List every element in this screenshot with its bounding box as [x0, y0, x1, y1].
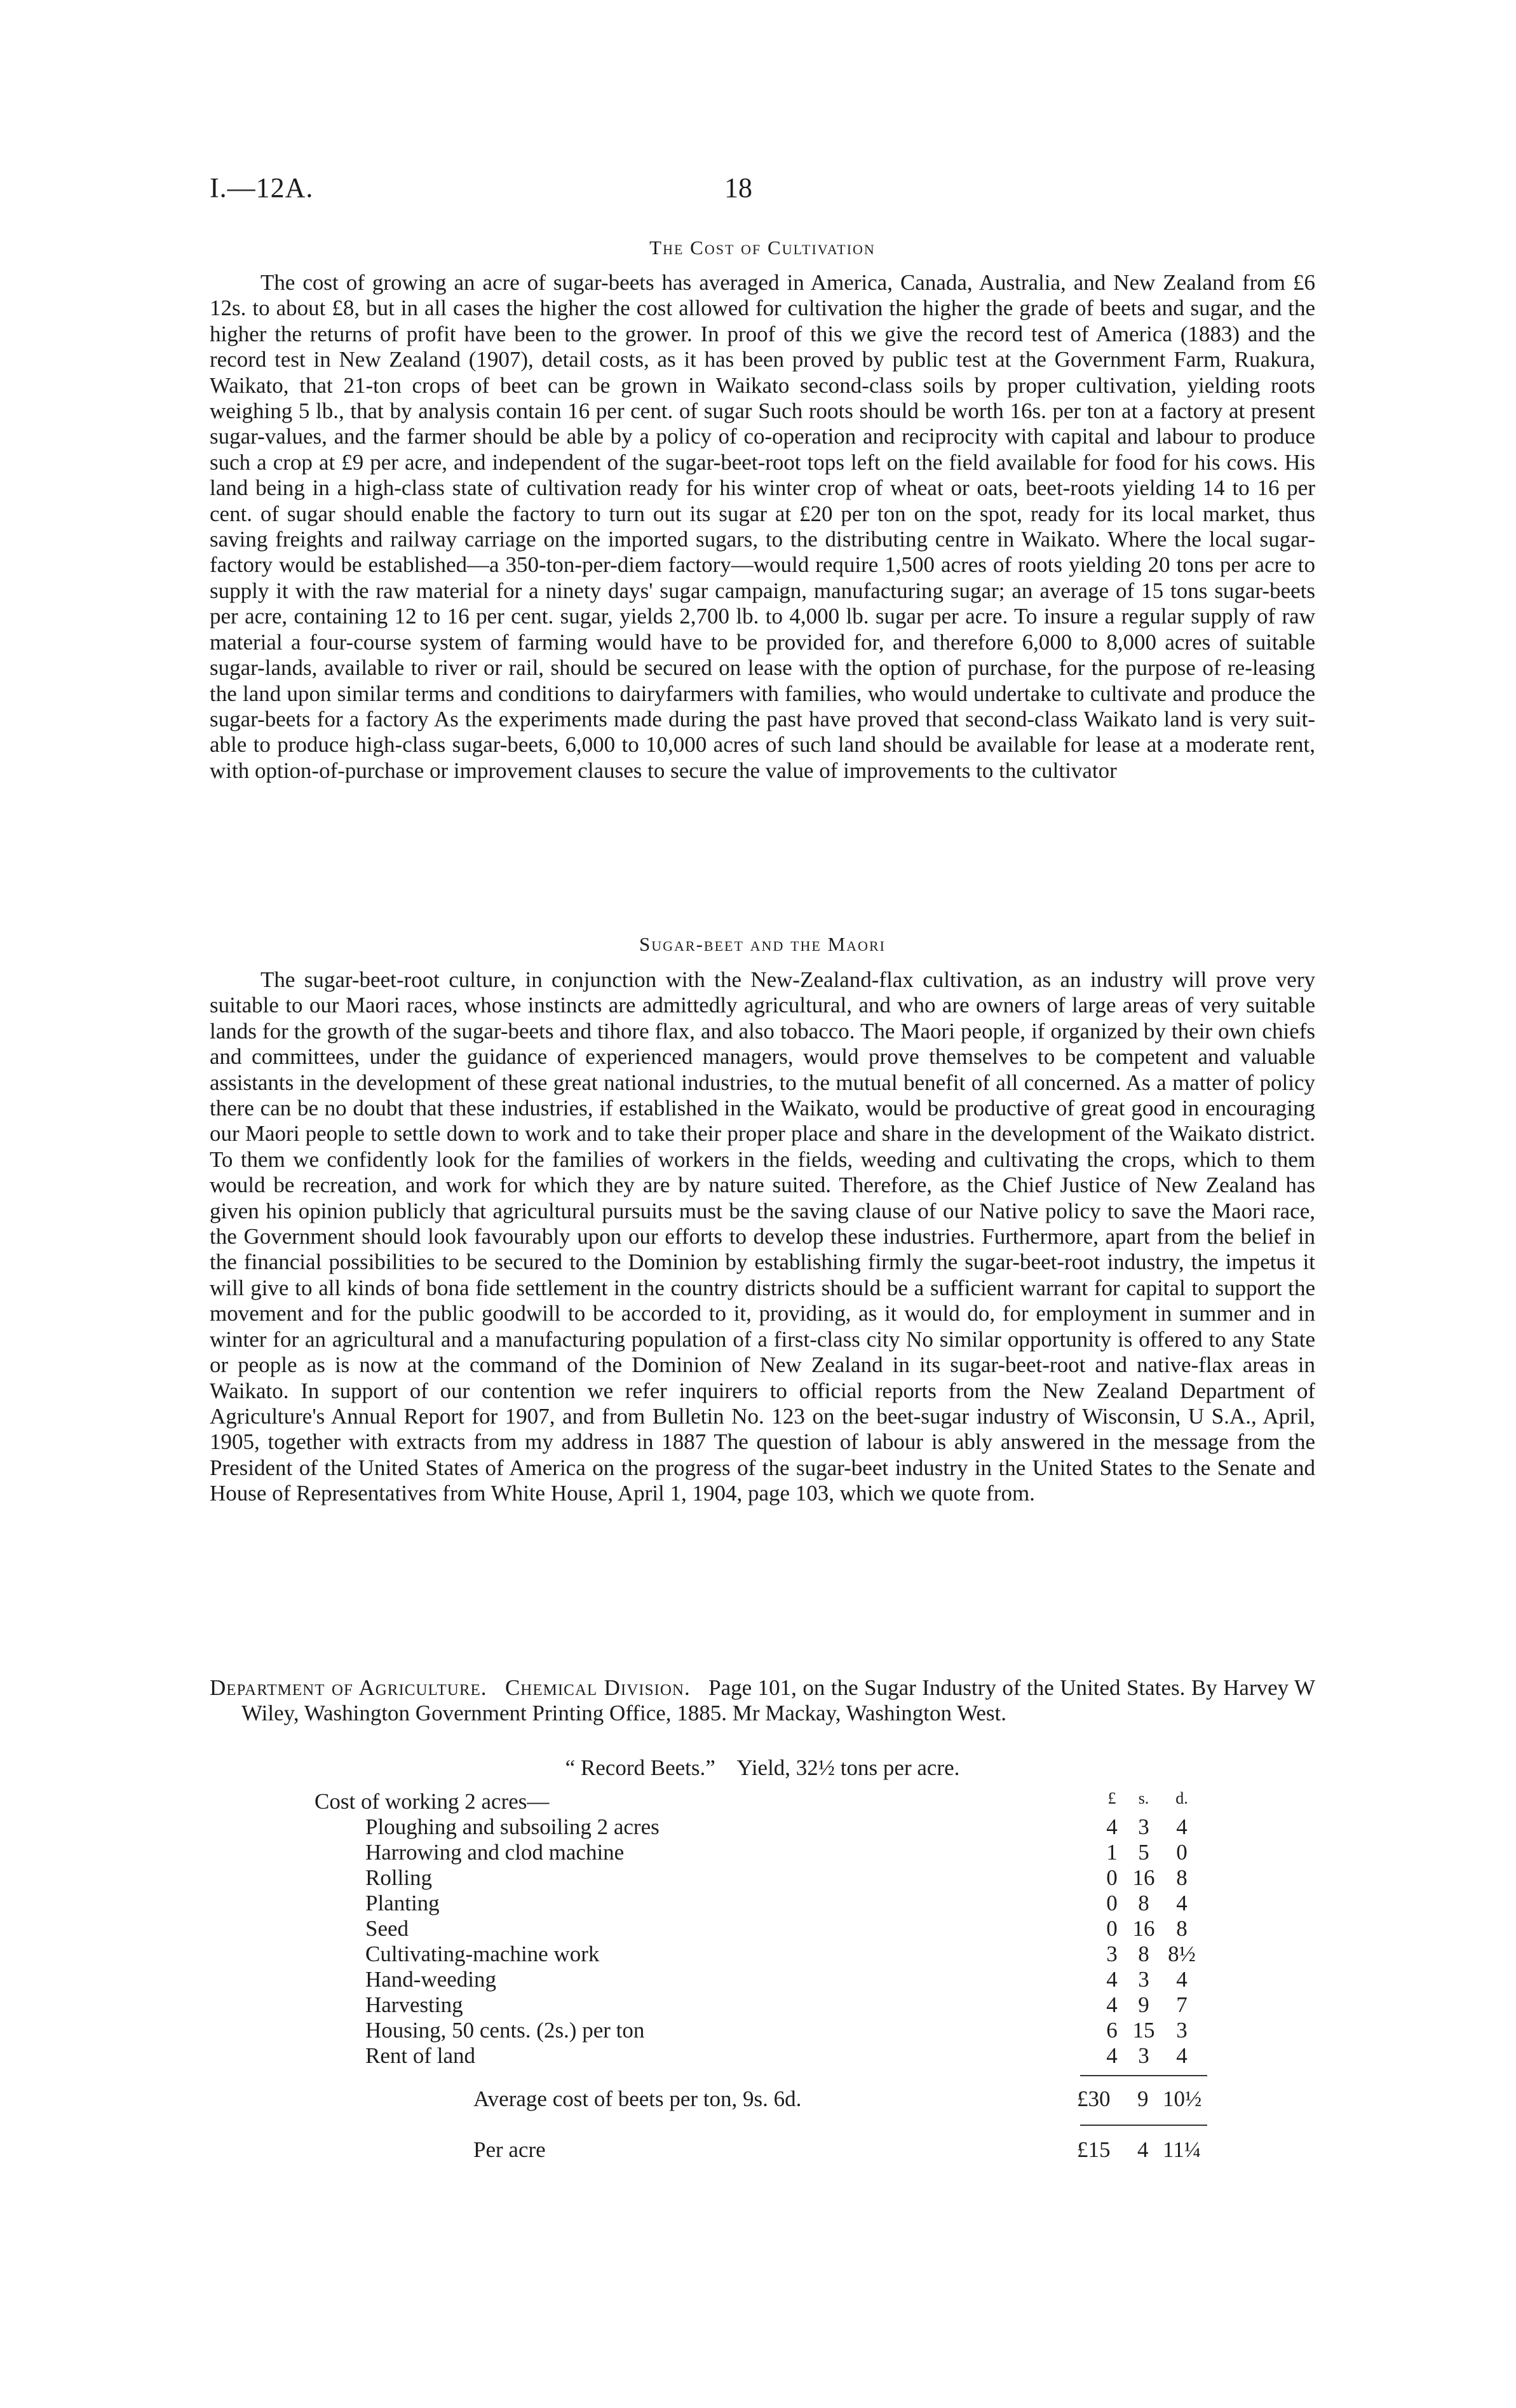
table-row — [210, 1967, 1315, 1992]
item-label: Harrowing and clod machine — [365, 1840, 625, 1865]
total-row — [210, 2086, 1315, 2112]
citation-text: Page 101, on the Sugar Industry of the United States. By Harvey W Wiley, Washington Government Printing Office, 1885. Mr Mackay, Washington West. — [241, 1675, 1316, 1725]
table-row — [210, 1942, 1315, 1967]
shillings-value: 16 — [1132, 1865, 1155, 1890]
item-label: Ploughing and subsoiling 2 acres — [365, 1814, 660, 1839]
item-label: Harvesting — [365, 1992, 463, 2017]
total-label: Average cost of beets per ton, 9s. 6d. — [473, 2086, 802, 2111]
pounds-value: 4 — [1106, 2043, 1118, 2068]
section-title-cost-of-cultivation: The Cost of Cultivation — [649, 236, 876, 259]
table-row — [210, 1840, 1315, 1865]
table-row — [210, 1865, 1315, 1891]
shillings-value: 9 — [1138, 1992, 1149, 2017]
pence-value: 8½ — [1168, 1942, 1196, 1966]
pence-header: d. — [1175, 1789, 1188, 1807]
cost-table — [210, 1789, 1315, 2170]
section-body-sugar-beet-and-maori — [210, 967, 1315, 1507]
shillings-value: 5 — [1138, 1840, 1149, 1865]
pence-value: 8 — [1176, 1865, 1188, 1890]
pence-value: 4 — [1176, 1814, 1188, 1839]
record-yield: Yield, 32½ tons per acre. — [736, 1755, 960, 1780]
record-beets-heading — [210, 1755, 1315, 1781]
shillings-value: 8 — [1138, 1891, 1149, 1915]
shillings-header: s. — [1138, 1789, 1149, 1807]
pounds-value: 4 — [1106, 1967, 1118, 1992]
per-acre-label: Per acre — [473, 2137, 546, 2162]
total-rule — [1080, 2075, 1207, 2076]
per-acre-row — [210, 2137, 1315, 2163]
item-label: Cultivating-machine work — [365, 1942, 600, 1966]
pence-value: 8 — [1176, 1916, 1188, 1941]
department-citation — [210, 1675, 1315, 1726]
per-acre-pounds: £15 — [1077, 2137, 1111, 2162]
section-title-sugar-beet-and-maori: Sugar-beet and the Maori — [639, 933, 886, 955]
item-label: Planting — [365, 1891, 440, 1915]
pounds-value: 0 — [1106, 1891, 1118, 1915]
record-title: “ Record Beets.” — [565, 1755, 715, 1780]
total-pounds: £30 — [1077, 2086, 1111, 2111]
pence-value: 4 — [1176, 2043, 1188, 2068]
item-label: Hand-weeding — [365, 1967, 497, 1992]
pounds-value: 0 — [1106, 1865, 1118, 1890]
pence-value: 4 — [1176, 1967, 1188, 1992]
item-label: Rolling — [365, 1865, 433, 1890]
per-acre-pence: 11¼ — [1163, 2137, 1201, 2162]
shillings-value: 3 — [1138, 1967, 1149, 1992]
pence-value: 0 — [1176, 1840, 1188, 1865]
table-row — [210, 1891, 1315, 1916]
department-name: Department of Agriculture. — [210, 1675, 487, 1700]
item-label: Rent of land — [365, 2043, 476, 2068]
table-row — [210, 1814, 1315, 1840]
pounds-value: 4 — [1106, 1814, 1118, 1839]
pounds-value: 4 — [1106, 1992, 1118, 2017]
item-label: Seed — [365, 1916, 409, 1941]
section-body-cost-of-cultivation — [210, 270, 1315, 784]
document-reference: I.—12A. — [210, 172, 314, 203]
pounds-value: 3 — [1106, 1942, 1118, 1966]
division-name: Chemical Division. — [504, 1675, 691, 1700]
pence-value: 3 — [1176, 2018, 1188, 2043]
pounds-value: 6 — [1106, 2018, 1118, 2043]
table-row — [210, 2043, 1315, 2069]
shillings-value: 3 — [1138, 2043, 1149, 2068]
shillings-value: 16 — [1132, 1916, 1155, 1941]
total-pence: 10½ — [1163, 2086, 1202, 2111]
shillings-value: 15 — [1132, 2018, 1155, 2043]
pounds-value: 1 — [1106, 1840, 1118, 1865]
shillings-value: 8 — [1138, 1942, 1149, 1966]
paragraph: The cost of growing an acre of sugar-beets has averaged in America, Canada, Australia, and New Zealand from £6 12s. to about £8, but in all cases the higher the cost allowed for cultivation the higher the grade of beets and sugar, and the higher the returns of profit have been to the grower. In proof of this we give the record test of America (1883) and the record test in New Zealand (1907), detail costs, as it has been proved by public test at the Government Farm, Ruakura, Waikato, that 21-ton crops of beet can be grown in Waikato second-class soils by proper cultivation, yielding roots weighing 5 lb., that by analysis contain 16 per cent. of sugar Such roots should be worth 16s. per ton at a factory at present sugar-values, and the farmer should be able by a policy of co-operation and reciprocity with capital and labour to produce such a crop at £9 per acre, and independent of the sugar-beet-root tops left on the field available for food for his cows. His land being in a high-class state of cultivation ready for his winter crop of wheat or oats, beet-roots yielding 14 to 16 per cent. of sugar should enable the factory to turn out its sugar at £20 per ton on the spot, ready for its local market, thus saving freights and railway carriage on the imported sugars, to the distributing centre in Waikato. Where the local sugarfactory would be established—a 350-ton-per-diem factory—would require 1,500 acres of roots yielding 20 tons per acre to supply it with the raw material for a ninety days' sugar campaign, manufacturing sugar; an average of 15 tons sugar-beets per acre, containing 12 to 16 per cent. sugar, yields 2,700 lb. to 4,000 lb. sugar per acre. To insure a regular supply of raw material a four-course system of farming would have to be provided for, and therefore 6,000 to 8,000 acres of suitable sugar-lands, available to river or rail, should be secured on lease with the option of purchase, for the purpose of re-leasing the land upon similar terms and conditions to dairyfarmers with families, who would undertake to cultivate and produce the sugar-beets for a factory As the experiments made during the past have proved that second-class Waikato land is very suitable to produce high-class sugar-beets, 6,000 to 10,000 acres of such land should be available for lease at a moderate rent, with option-of-purchase or improvement clauses to secure the value of improvements to the cultivator — [210, 270, 1315, 783]
per-acre-shillings: 4 — [1137, 2137, 1149, 2162]
cost-table-heading: Cost of working 2 acres— — [315, 1789, 550, 1814]
pence-value: 7 — [1176, 1992, 1188, 2017]
shillings-value: 3 — [1138, 1814, 1149, 1839]
table-row — [210, 1916, 1315, 1942]
pounds-value: 0 — [1106, 1916, 1118, 1941]
item-label: Housing, 50 cents. (2s.) per ton — [365, 2018, 645, 2043]
page-number: 18 — [724, 172, 752, 203]
pence-value: 4 — [1176, 1891, 1188, 1915]
table-row — [210, 1992, 1315, 2018]
per-acre-rule — [1080, 2125, 1207, 2126]
cost-table-heading-row — [210, 1789, 1315, 1814]
total-shillings: 9 — [1137, 2086, 1149, 2111]
paragraph: The sugar-beet-root culture, in conjunction with the New-Zealand-flax cultivation, as an industry will prove very suitable to our Maori races, whose instincts are admittedly agricultural, and who are owners of large areas of very suitable lands for the growth of the sugar-beets and tihore flax, and also tobacco. The Maori people, if organized by their own chiefs and committees, under the guidance of experienced managers, would prove themselves to be competent and valuable assistants in the development of these great national industries, to the mutual benefit of all concerned. As a matter of policy there can be no doubt that these industries, if established in the Waikato, would be productive of great good in encouraging our Maori people to settle down to work and to take their proper place and share in the development of the Waikato district. To them we confidently look for the families of workers in the fields, weeding and cultivating the crops, which to them would be recreation, and work for which they are by nature suited. Therefore, as the Chief Justice of New Zealand has given his opinion publicly that agricultural pursuits must be the saving clause of our Native policy to save the Maori race, the Government should look favourably upon our efforts to develop these industries. Furthermore, apart from the belief in the financial possibilities to be secured to the Dominion by establishing firmly the sugar-beet-root industry, the impetus it will give to all kinds of bona fide settlement in the country districts should be a sufficient warrant for capital to support the movement and for the public goodwill to be accorded to it, providing, as it would do, for employment in summer and in winter for an agricultural and a manufacturing population of a first-class city No similar opportunity is offered to any State or people as is now at the command of the Dominion of New Zealand in its sugar-beet-root and native-flax areas in Waikato. In support of our contention we refer inquirers to official reports from the New Zealand Department of Agriculture's Annual Report for 1907, and from Bulletin No. 123 on the beet-sugar industry of Wisconsin, U S.A., April, 1905, together with extracts from my address in 1887 The question of labour is ably answered in the message from the President of the United States of America on the progress of the sugar-beet industry in the United States to the Senate and House of Representatives from White House, April 1, 1904, page 103, which we quote from. — [210, 967, 1315, 1506]
pounds-header: £ — [1107, 1789, 1116, 1807]
table-row — [210, 2018, 1315, 2043]
